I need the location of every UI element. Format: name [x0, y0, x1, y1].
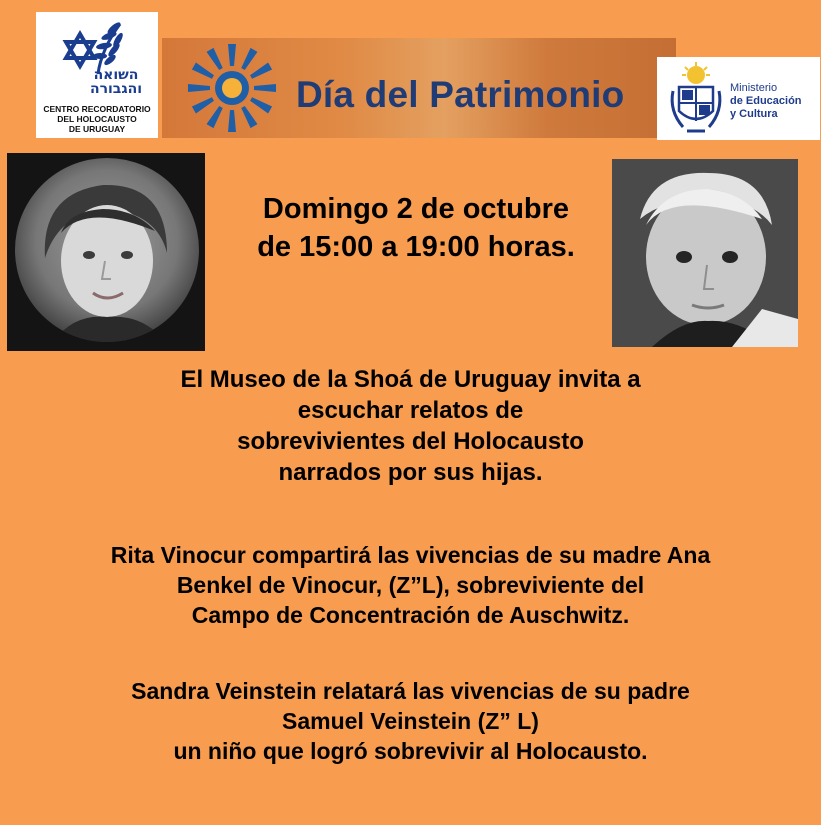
invitation-line: sobrevivientes del Holocausto	[237, 428, 584, 455]
ministerio-line-2: de Educación	[730, 95, 802, 107]
hebrew-logo-text: השואה והגבורה	[89, 67, 143, 97]
invitation-text	[0, 364, 821, 488]
speaker-line: Sandra Veinstein relatará las vivencias de su padre	[131, 678, 690, 704]
event-date-line: Domingo 2 de octubre	[262, 193, 570, 225]
invitation-line: narrados por sus hijas.	[278, 459, 543, 486]
centro-recordatorio-caption: CENTRO RECORDATORIO DEL HOLOCAUSTO DE URUGUAY	[43, 104, 151, 134]
dia-del-patrimonio-banner	[162, 38, 676, 138]
patrimonio-title: Día del Patrimonio	[296, 74, 625, 115]
centro-recordatorio-logo	[36, 12, 158, 138]
speaker-rita-paragraph	[0, 540, 821, 630]
uruguay-coat-of-arms-icon	[665, 61, 727, 137]
event-time-line: de 15:00 a 19:00 horas.	[257, 231, 575, 263]
speaker-line: Campo de Concentración de Auschwitz.	[191, 602, 630, 628]
sun-icon	[184, 40, 280, 136]
invitation-line: escuchar relatos de	[297, 397, 524, 424]
girl-portrait-photo	[7, 153, 205, 351]
boy-portrait-illustration	[612, 159, 798, 347]
speaker-line: Rita Vinocur compartirá las vivencias de su madre Ana	[110, 542, 711, 568]
invitation-line: El Museo de la Shoá de Uruguay invita a	[180, 366, 641, 393]
speaker-sandra-paragraph	[0, 676, 821, 766]
speaker-line: Benkel de Vinocur, (Z”L), sobreviviente del	[176, 572, 645, 598]
girl-portrait-illustration	[7, 153, 205, 351]
boy-portrait-photo	[612, 159, 798, 347]
speaker-line: Samuel Veinstein (Z” L)	[282, 708, 539, 734]
event-date-time	[205, 190, 627, 266]
ministerio-line-3: y Cultura	[730, 108, 778, 120]
speaker-line: un niño que logró sobrevivir al Holocausto.	[173, 738, 648, 764]
ministerio-logo	[657, 57, 820, 140]
ministerio-line-1: Ministerio	[730, 82, 778, 94]
